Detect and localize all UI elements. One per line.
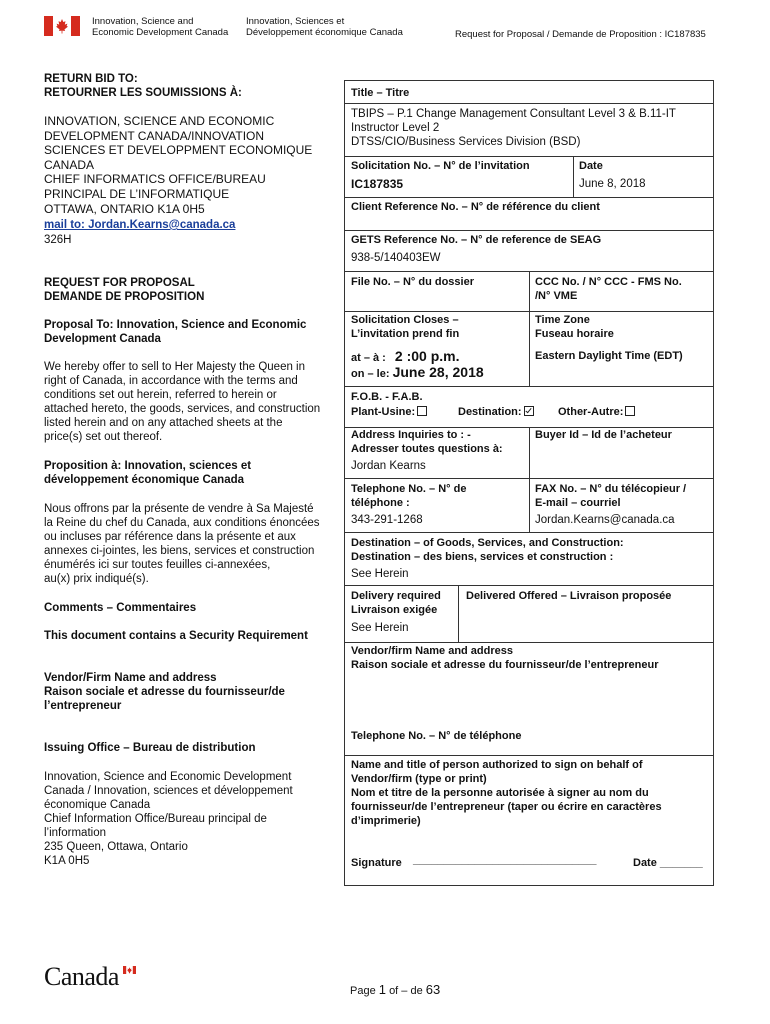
plant-checkbox[interactable]	[417, 406, 427, 416]
destination-goods-label: Destination – of Goods, Services, and Construction: Destination – des biens, services et construction :	[351, 537, 624, 563]
vendor-label-left: Vendor/Firm Name and address Raison sociale et adresse du fournisseur/de l’entrepreneur	[44, 672, 285, 712]
department-name-fr: Innovation, Sciences et Développement économique Canada	[246, 16, 403, 38]
vendor-name-address-label: Vendor/firm Name and address Raison sociale et adresse du fournisseur/de l’entrepreneur	[351, 645, 659, 671]
telephone-label: Telephone No. – N° de téléphone :	[351, 483, 467, 509]
buyer-id-label: Buyer Id – Id de l’acheteur	[535, 429, 672, 441]
address-inquiries-label: Address Inquiries to : - Adresser toutes questions à:	[351, 429, 503, 455]
return-bid-heading: RETURN BID TO: RETOURNER LES SOUMISSIONS À:	[44, 73, 242, 99]
delivered-offered-label: Delivered Offered – Livraison proposée	[466, 590, 672, 602]
closing-time-label: at – à :	[351, 352, 386, 364]
wordmark-flag-icon	[123, 966, 136, 974]
time-zone-value: Eastern Daylight Time (EDT)	[535, 350, 683, 362]
time-zone-label: Time Zone Fuseau horaire	[535, 314, 614, 340]
destination-option: Destination:	[458, 405, 534, 419]
rfp-reference: Request for Proposal / Demande de Proposition : IC187835	[455, 29, 706, 40]
file-number-label: File No. – N° du dossier	[351, 276, 474, 288]
date-label: Date	[579, 160, 603, 172]
address-inquiries-value: Jordan Kearns	[351, 460, 426, 472]
signature-line[interactable]: ______________________________	[413, 854, 597, 866]
room-number: 326H	[44, 234, 72, 246]
signature-label: Signature	[351, 857, 402, 869]
rfp-title: REQUEST FOR PROPOSAL DEMANDE DE PROPOSITION	[44, 277, 205, 303]
offer-text-fr: Nous offrons par la présente de vendre à Sa Majesté la Reine du chef du Canada, aux conditions énoncées ou incluses par référence dans la présente et aux annexes ci-jointes, les biens, services et construction énumérés ici sur toutes feuilles ci-annexées, au(x) prix indiqué(s).	[44, 503, 320, 585]
delivery-required-value: See Herein	[351, 622, 409, 634]
closing-date-label: on – le:	[351, 368, 390, 380]
email-value[interactable]: Jordan.Kearns@canada.ca	[535, 514, 675, 526]
delivery-required-label: Delivery required Livraison exigée	[351, 590, 441, 616]
gets-reference-value: 938-5/140403EW	[351, 252, 441, 264]
destination-checkbox[interactable]	[524, 406, 534, 416]
department-name-en: Innovation, Science and Economic Development Canada	[92, 16, 229, 38]
fax-email-label: FAX No. – N° du télécopieur / E-mail – courriel	[535, 483, 687, 509]
closing-time-value: 2 :00 p.m.	[394, 348, 460, 364]
signature-date-label[interactable]: Date _______	[633, 857, 703, 869]
plant-option: Plant-Usine:	[351, 405, 427, 419]
bid-form	[344, 80, 714, 886]
date-value: June 8, 2018	[579, 178, 646, 190]
issuing-office-address: Innovation, Science and Economic Development Canada / Innovation, sciences et développement économique Canada Chief Information Office/Bureau principal de l’information 235 Queen, Ottawa, Ontario K1A 0H5	[44, 771, 293, 867]
vendor-telephone-label: Telephone No. – N° de téléphone	[351, 730, 522, 742]
proposition-to: Proposition à: Innovation, sciences et développement économique Canada	[44, 460, 252, 486]
title-label: Title – Titre	[351, 87, 410, 99]
ccc-number-label: CCC No. / N° CCC - FMS No. /N° VME	[535, 276, 682, 302]
proposal-to: Proposal To: Innovation, Science and Economic Development Canada	[44, 319, 307, 345]
authorized-signer-label: Name and title of person authorized to sign on behalf of Vendor/firm (type or print) Nom et titre de la personne autorisée à signer au nom du fournisseur/de l’entrepreneur (taper ou écrire en caractères d’imprimerie)	[351, 759, 662, 827]
client-reference-label: Client Reference No. – N° de référence du client	[351, 201, 600, 213]
security-requirement: This document contains a Security Requirement	[44, 630, 308, 642]
fob-label: F.O.B. - F.A.B.	[351, 391, 423, 403]
comments-label: Comments – Commentaires	[44, 602, 197, 614]
telephone-value: 343-291-1268	[351, 514, 423, 526]
destination-goods-value: See Herein	[351, 568, 409, 580]
email-link[interactable]: mail to: Jordan.Kearns@canada.ca	[44, 219, 236, 231]
offer-text-en: We hereby offer to sell to Her Majesty the Queen in right of Canada, in accordance with the terms and conditions set out herein, referred to herein or attached hereto, the goods, services, and construction listed herein and on any attached sheets at the price(s) set out thereof.	[44, 361, 321, 443]
solicitation-number: IC187835	[351, 177, 404, 191]
page-indicator: Page 1 of – de 63	[350, 982, 441, 997]
solicitation-label: Solicitation No. – N° de l’invitation	[351, 160, 530, 172]
gets-reference-label: GETS Reference No. – N° de reference de SEAG	[351, 234, 602, 246]
return-address: INNOVATION, SCIENCE AND ECONOMIC DEVELOPMENT CANADA/INNOVATION SCIENCES ET DEVELOPPMENT ECONOMIQUE CANADA CHIEF INFORMATICS OFFICE/BUREAU PRINCIPAL DE L’INFORMATIQUE OTTAWA, ONTARIO K1A 0H5	[44, 114, 313, 216]
issuing-office-label: Issuing Office – Bureau de distribution	[44, 742, 256, 754]
other-option: Other-Autre:	[558, 405, 635, 419]
canada-wordmark: Canada	[44, 962, 119, 991]
canada-flag-icon	[44, 16, 80, 36]
solicitation-closes-label: Solicitation Closes – L’invitation prend fin	[351, 314, 460, 340]
title-value: TBIPS – P.1 Change Management Consultant Level 3 & B.11-IT Instructor Level 2 DTSS/CIO/Business Services Division (BSD)	[351, 108, 676, 148]
closing-date-value: June 28, 2018	[392, 364, 484, 380]
other-checkbox[interactable]	[625, 406, 635, 416]
